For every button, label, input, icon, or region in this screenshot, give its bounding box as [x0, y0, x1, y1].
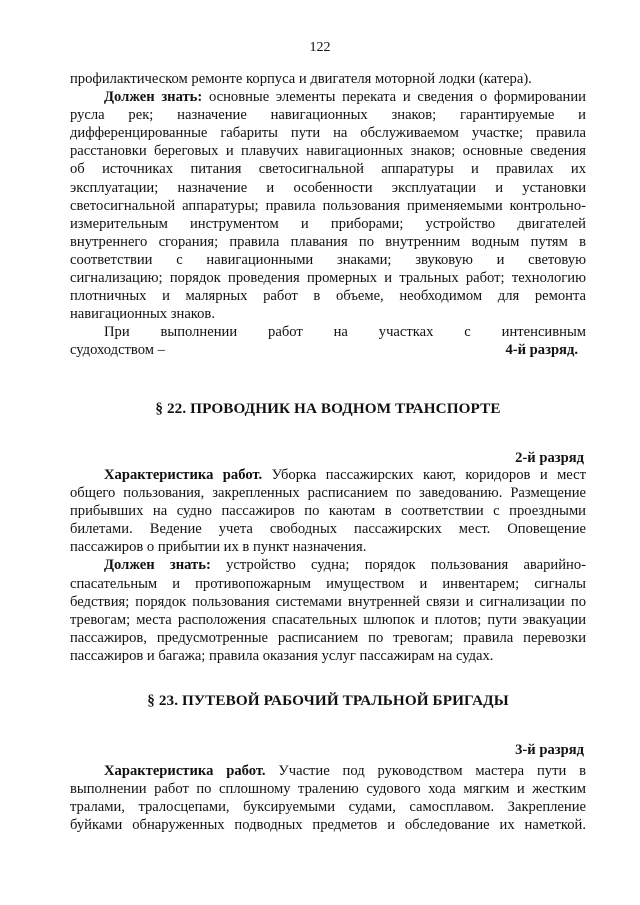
- text-line: сигнализацию; порядок проведения промерных и тральных работ; технологию: [70, 270, 586, 287]
- section-22-title: § 22. ПРОВОДНИК НА ВОДНОМ ТРАНСПОРТЕ: [155, 400, 501, 417]
- text-line: пассажиров о прибытии их в пункт назначения.: [70, 539, 367, 556]
- text-line: общего пользования, закрепленных расписанием по заведованию. Размещение: [70, 485, 586, 502]
- section-23-characteristic: [70, 762, 586, 834]
- text-line: плотничных и малярных работ в объеме, необходимом для ремонта: [70, 288, 586, 305]
- text-line: профилактическом ремонте корпуса и двигателя моторной лодки (катера).: [70, 71, 532, 87]
- text-line: прибывших на судно пассажиров по каютам в соответствии с проездными: [70, 503, 586, 520]
- section-23-grade: 3-й разряд: [515, 742, 584, 758]
- text-line: тревогам; места расположения спасательных шлюпок и плотов; пути эвакуации: [70, 611, 586, 628]
- characteristic-label: Характеристика работ.: [104, 763, 266, 779]
- text-line: Характеристика работ. Уборка пассажирских кают, коридоров и мест: [104, 467, 587, 483]
- text-line: дифференцированные габариты пути на обслуживаемом участке; правила: [70, 125, 586, 142]
- page-number: 122: [309, 40, 331, 55]
- text-line: При выполнении работ на участках с интенсивным: [104, 324, 586, 341]
- text-line: русла рек; назначение навигационных знаков; гарантируемые и: [70, 107, 586, 124]
- text-line: выполнении работ по сплошному тралению судового хода мягким и жестким: [70, 781, 586, 798]
- section-22-grade: 2-й разряд: [515, 450, 584, 466]
- text-line: Должен знать: устройство судна; порядок пользования аварийно-: [104, 557, 586, 574]
- text-line: внутреннего сгорания; правила плавания по внутренним водным путям в: [70, 233, 586, 250]
- text-line: Должен знать: основные элементы переката и сведения о формировании: [104, 89, 586, 106]
- text-line: соответствии с навигационными знаками; звуковую и световую: [70, 251, 586, 268]
- text-line: судоходством – 4-й разряд.: [70, 342, 578, 359]
- text-line: пассажиров, предусмотренные расписанием по тревогам; правила перевозки: [70, 629, 586, 646]
- text-line: навигационных знаков.: [70, 306, 215, 323]
- text-line: буйками обнаруженных подводных предметов и обследование их наметкой.: [70, 817, 586, 834]
- section-23-title: § 23. ПУТЕВОЙ РАБОЧИЙ ТРАЛЬНОЙ БРИГАДЫ: [147, 692, 509, 709]
- text-line: билетами. Ведение учета свободных пассажирских мест. Оповещение: [70, 521, 586, 538]
- text-line: светосигнальной аппаратуры; правила пользования применяемыми контрольно-: [70, 197, 586, 214]
- text-line: эксплуатации; назначение и особенности эксплуатации и установки: [70, 179, 586, 196]
- text-line: расстановки береговых и плавучих навигационных знаков; основные сведения: [70, 143, 586, 160]
- text-line: Характеристика работ. Участие под руководством мастера пути в: [104, 763, 587, 779]
- text-line: измерительным инструментом и приборами; устройство двигателей: [70, 215, 586, 232]
- text-line: об источниках питания светосигнальной аппаратуры и правилах их: [70, 161, 586, 178]
- characteristic-label: Характеристика работ.: [104, 467, 263, 483]
- text-line: спасательным и противопожарным имуществом и инвентарем; сигналы: [70, 575, 586, 592]
- grade-label: 4-й разряд.: [505, 342, 578, 359]
- section-22-characteristic: [70, 466, 586, 665]
- text-line: тралами, тралосцепами, буксируемыми судами, самосплавом. Закрепление: [70, 799, 586, 816]
- block1-paragraph: [70, 70, 586, 360]
- text-line: пассажиров и багажа; правила оказания услуг пассажирам на судах.: [70, 647, 494, 664]
- must-know-label: Должен знать:: [104, 557, 211, 574]
- text-line: бедствия; порядок пользования системами внутренней связи и сигнализации по: [70, 593, 586, 610]
- must-know-label: Должен знать:: [104, 89, 203, 106]
